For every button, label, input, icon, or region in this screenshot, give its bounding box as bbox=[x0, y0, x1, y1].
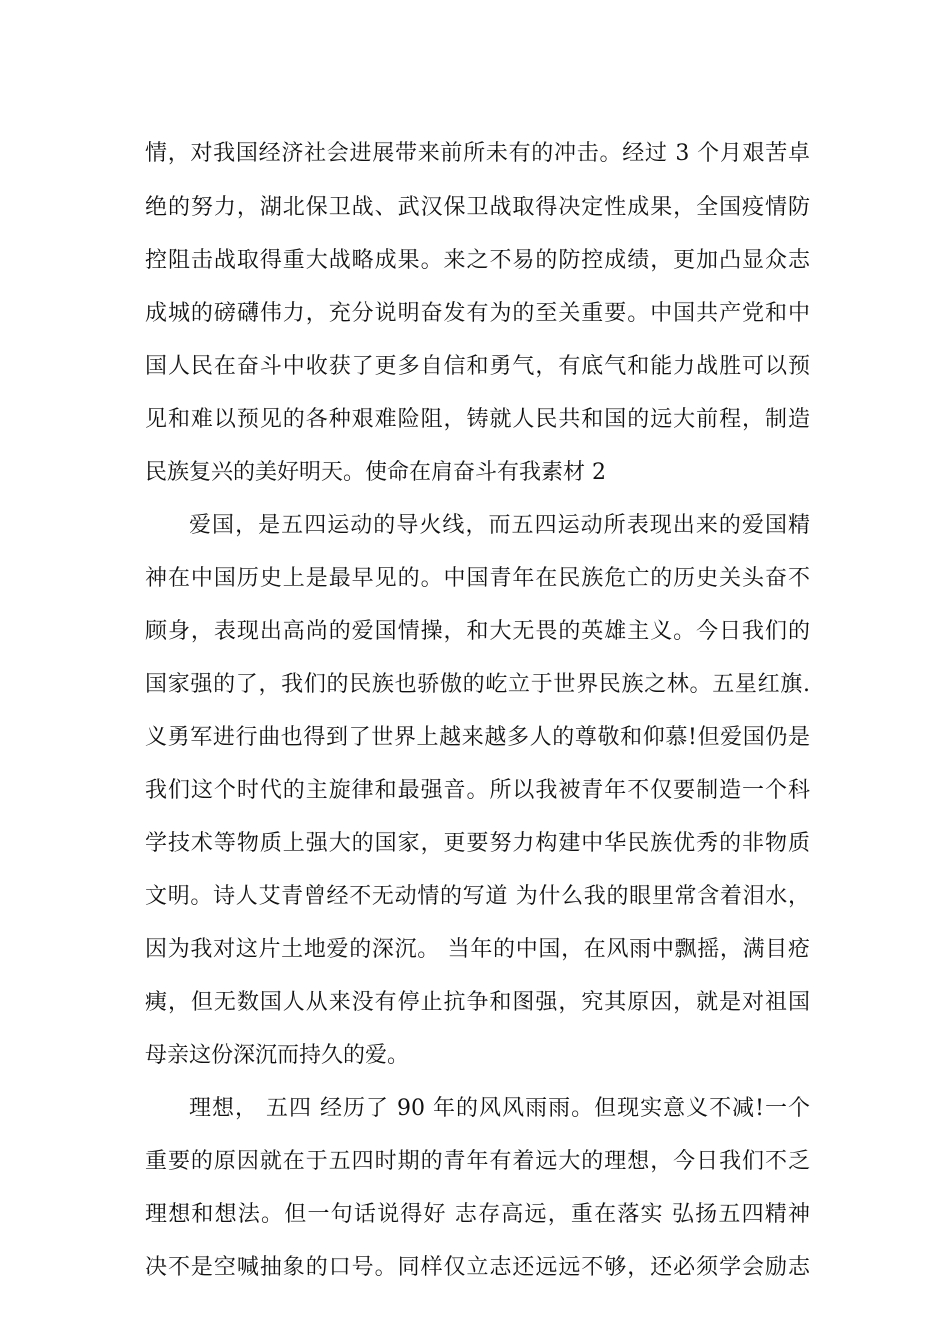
text-line: 因为我对这片土地爱的深沉。 当年的中国，在风雨中飘摇，满目疮 bbox=[145, 937, 810, 962]
text-line: 民族复兴的美好明天。使命在肩奋斗有我素材 2 bbox=[145, 460, 606, 485]
text-line: 母亲这份深沉而持久的爱。 bbox=[145, 1043, 410, 1068]
text-line: 我们这个时代的主旋律和最强音。所以我被青年不仅要制造一个科 bbox=[145, 778, 810, 803]
text-line: 义勇军进行曲也得到了世界上越来越多人的尊敬和仰慕!但爱国仍是 bbox=[145, 725, 810, 750]
text-line: 成城的磅礴伟力，充分说明奋发有为的至关重要。中国共产党和中 bbox=[145, 301, 810, 326]
text-line: 痍，但无数国人从来没有停止抗争和图强，究其原因，就是对祖国 bbox=[145, 990, 810, 1015]
text-line: 理想， 五四 经历了 90 年的风风雨雨。但现实意义不减!一个 bbox=[189, 1096, 810, 1121]
text-line: 决不是空喊抽象的口号。同样仅立志还远远不够，还必须学会励志 bbox=[145, 1255, 810, 1280]
text-line: 见和难以预见的各种艰难险阻，铸就人民共和国的远大前程，制造 bbox=[145, 407, 810, 432]
text-line: 学技术等物质上强大的国家，更要努力构建中华民族优秀的非物质 bbox=[145, 831, 810, 856]
text-line: 国家强的了，我们的民族也骄傲的屹立于世界民族之林。五星红旗. bbox=[145, 672, 810, 697]
text-line: 情，对我国经济社会进展带来前所未有的冲击。经过 3 个月艰苦卓 bbox=[145, 141, 810, 166]
text-line: 爱国，是五四运动的导火线，而五四运动所表现出来的爱国精 bbox=[189, 513, 810, 538]
text-line: 神在中国历史上是最早见的。中国青年在民族危亡的历史关头奋不 bbox=[145, 566, 810, 591]
text-line: 控阻击战取得重大战略成果。来之不易的防控成绩，更加凸显众志 bbox=[145, 248, 810, 273]
text-line: 理想和想法。但一句话说得好 志存高远，重在落实 弘扬五四精神 bbox=[145, 1202, 810, 1227]
text-line: 文明。诗人艾青曾经不无动情的写道 为什么我的眼里常含着泪水， bbox=[145, 884, 810, 909]
text-line: 重要的原因就在于五四时期的青年有着远大的理想，今日我们不乏 bbox=[145, 1149, 810, 1174]
text-line: 绝的努力，湖北保卫战、武汉保卫战取得决定性成果，全国疫情防 bbox=[145, 195, 810, 220]
text-line: 国人民在奋斗中收获了更多自信和勇气，有底气和能力战胜可以预 bbox=[145, 354, 810, 379]
text-line: 顾身，表现出高尚的爱国情操，和大无畏的英雄主义。今日我们的 bbox=[145, 619, 810, 644]
